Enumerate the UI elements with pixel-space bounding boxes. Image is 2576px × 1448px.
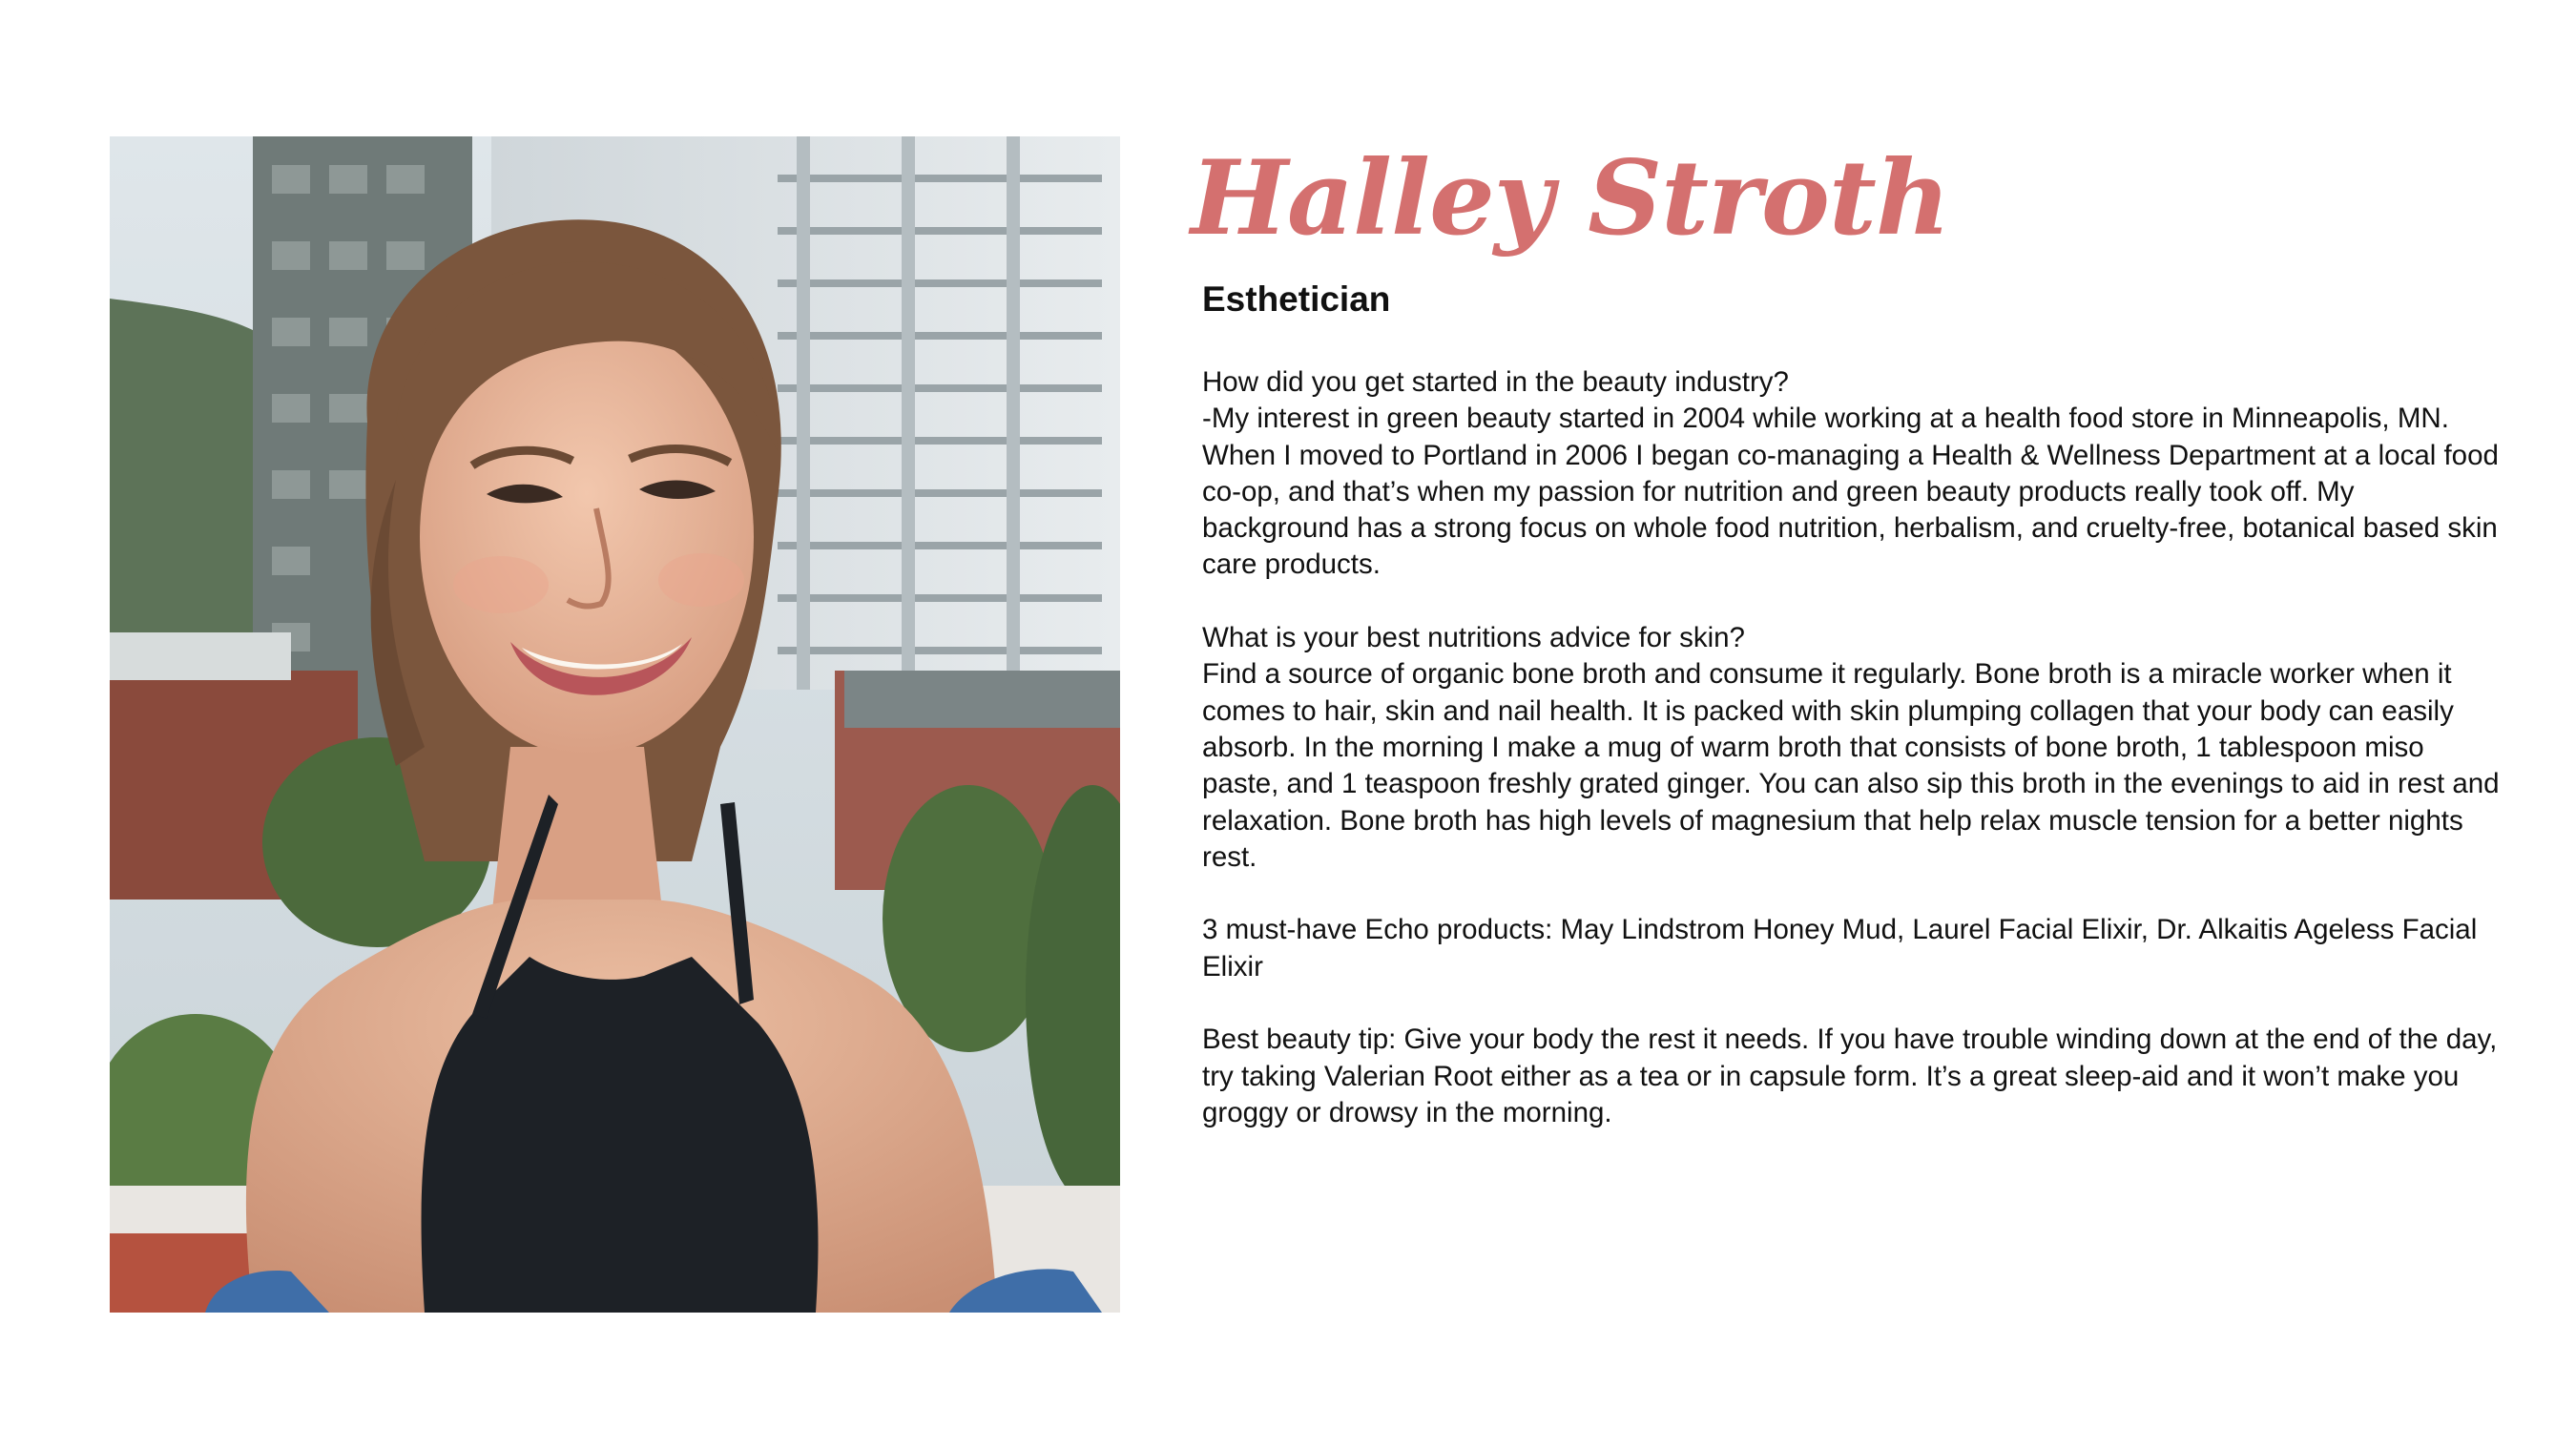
- qa-getting-started: How did you get started in the beauty industry? -My interest in green beauty started in 2004 while working at a health food store in Minneapolis, MN. When I moved to Portland in 2006 I began co-managing a Health & Wellness Department at a local food co-op, and that’s when my passion for nutrition and green beauty products really took off. My background has a strong focus on whole food nutrition, herbalism, and cruelty-free, botanical based skin care products.: [1202, 366, 2499, 581]
- interview-text: [1202, 364, 2502, 1169]
- qa-must-have-products: 3 must-have Echo products: May Lindstrom Honey Mud, Laurel Facial Elixir, Dr. Alkaitis Ageless Facial Elixir: [1202, 914, 2478, 983]
- portrait-photo: [110, 136, 1120, 1313]
- qa-nutrition-advice: What is your best nutritions advice for skin? Find a source of organic bone broth and consume it regularly. Bone broth is a miracle worker when it comes to hair, skin and nail health. It is packed with skin plumping collagen that your body can easily absorb. In the morning I make a mug of warm broth that consists of bone broth, 1 tablespoon miso paste, and 1 teaspoon freshly grated ginger. You can also sip this broth in the evenings to aid in rest and relaxation. Bone broth has high levels of magnesium that help relax muscle tension for a better nights rest.: [1202, 622, 2500, 873]
- profile-role: Esthetician: [1202, 279, 1391, 319]
- profile-name: Halley Stroth: [1191, 138, 1950, 259]
- qa-best-beauty-tip: Best beauty tip: Give your body the rest it needs. If you have trouble winding down at the end of the day, try taking Valerian Root either as a tea or in capsule form. It’s a great sleep-aid and it won’t make you groggy or drowsy in the morning.: [1202, 1024, 2498, 1128]
